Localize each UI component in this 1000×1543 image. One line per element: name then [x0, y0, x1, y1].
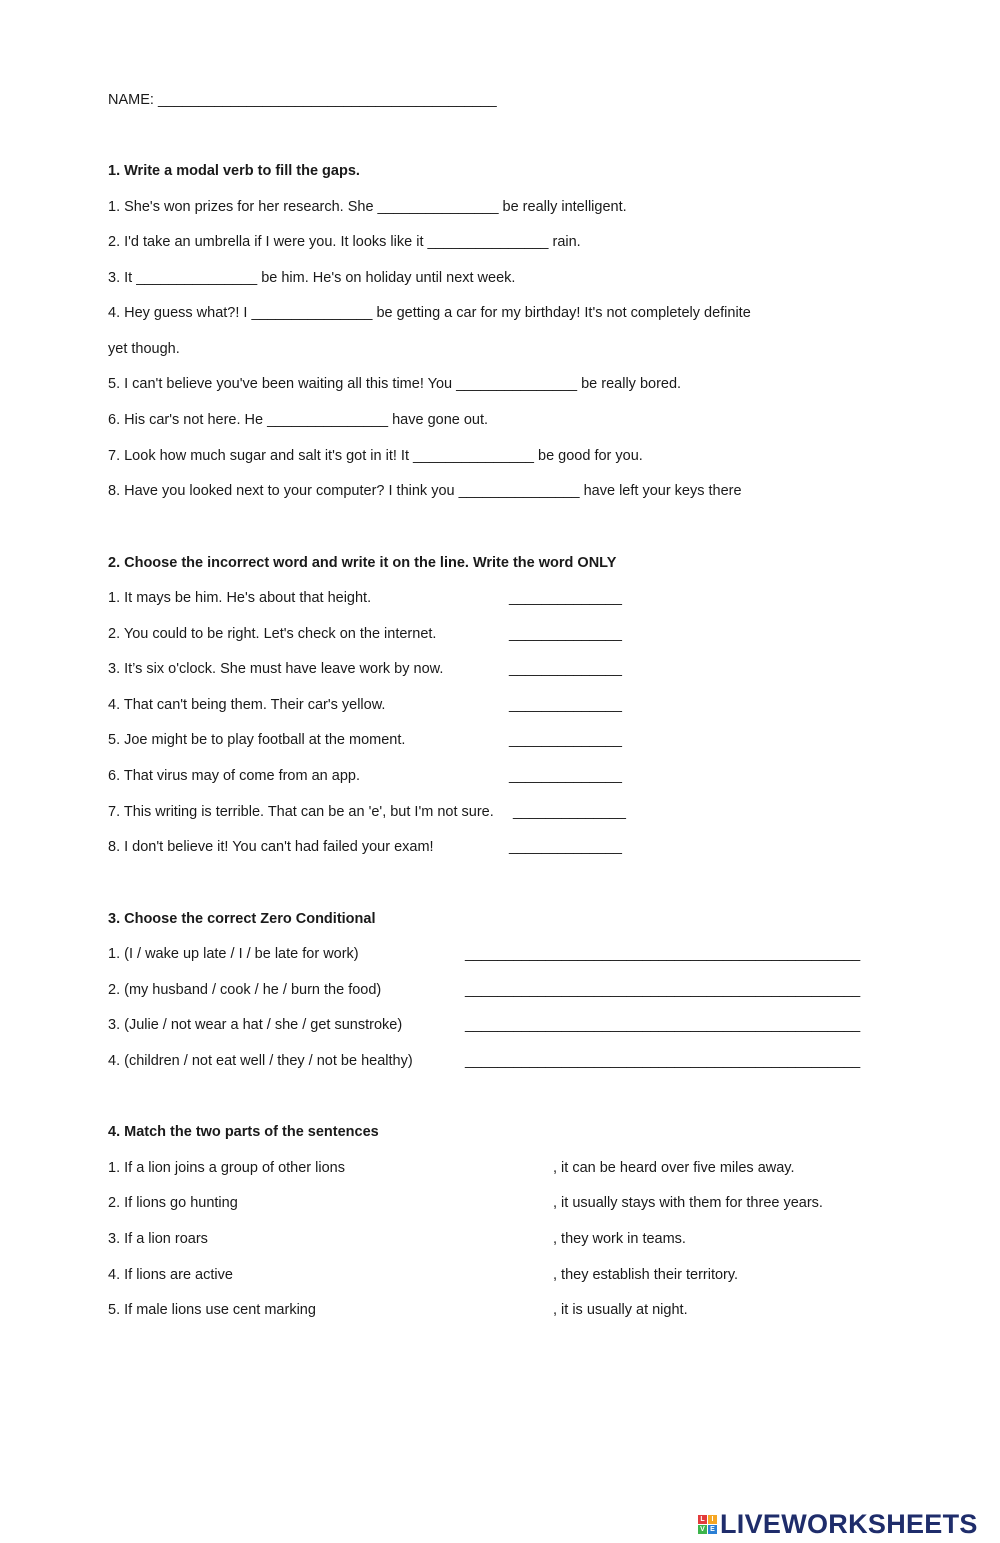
section2-sentence: 5. Joe might be to play football at the moment. — [108, 732, 406, 748]
section3-prompt: 2. (my husband / cook / he / burn the food) — [108, 982, 382, 998]
section3-answer-blank[interactable]: _________________________________________________ — [465, 982, 861, 998]
section1-title: 1. Write a modal verb to fill the gaps. — [108, 163, 360, 179]
section1-item-continued: yet though. — [108, 341, 180, 357]
logo-block: I — [708, 1515, 717, 1524]
section2-title: 2. Choose the incorrect word and write it on the line. Write the word ONLY — [108, 555, 617, 571]
section3-prompt: 3. (Julie / not wear a hat / she / get sunstroke) — [108, 1017, 403, 1033]
section2-answer-blank[interactable]: ______________ — [509, 732, 622, 748]
section2-answer-blank[interactable]: ______________ — [509, 626, 622, 642]
logo-wordmark: LIVEWORKSHEETS — [720, 1508, 978, 1539]
section2-answer-blank[interactable]: ______________ — [513, 804, 626, 820]
match-right-item[interactable]: , they work in teams. — [553, 1231, 686, 1247]
section2-sentence: 4. That can't being them. Their car's yellow. — [108, 697, 386, 713]
logo-block: E — [708, 1525, 717, 1534]
section3-answer-blank[interactable]: _________________________________________________ — [465, 946, 861, 962]
match-left-item[interactable]: 1. If a lion joins a group of other lions — [108, 1160, 345, 1176]
match-left-item[interactable]: 4. If lions are active — [108, 1267, 233, 1283]
section1-item[interactable]: 7. Look how much sugar and salt it's got in it! It _______________ be good for you. — [108, 448, 643, 464]
section1-item[interactable]: 1. She's won prizes for her research. She _______________ be really intelligent. — [108, 199, 627, 215]
section2-sentence: 8. I don't believe it! You can't had failed your exam! — [108, 839, 434, 855]
liveworksheets-logo — [698, 1508, 978, 1540]
section1-item[interactable]: 8. Have you looked next to your computer? I think you _______________ have left your keys there — [108, 483, 742, 499]
section2-answer-blank[interactable]: ______________ — [509, 697, 622, 713]
section3-answer-blank[interactable]: _________________________________________________ — [465, 1017, 861, 1033]
section2-answer-blank[interactable]: ______________ — [509, 839, 622, 855]
section1-item[interactable]: 5. I can't believe you've been waiting all this time! You _______________ be really bored. — [108, 376, 682, 392]
logo-block: L — [698, 1515, 707, 1524]
section3-title: 3. Choose the correct Zero Conditional — [108, 911, 376, 927]
section1-item[interactable]: 2. I'd take an umbrella if I were you. It looks like it _______________ rain. — [108, 234, 581, 250]
name-field[interactable]: NAME: __________________________________________ — [108, 92, 497, 108]
section2-sentence: 6. That virus may of come from an app. — [108, 768, 360, 784]
logo-blocks-icon — [698, 1515, 717, 1534]
match-right-item[interactable]: , it can be heard over five miles away. — [553, 1160, 795, 1176]
section1-item[interactable]: 4. Hey guess what?! I _______________ be getting a car for my birthday! It's not completely definite — [108, 305, 751, 321]
section3-prompt: 4. (children / not eat well / they / not be healthy) — [108, 1053, 413, 1069]
section2-answer-blank[interactable]: ______________ — [509, 661, 622, 677]
section4-title: 4. Match the two parts of the sentences — [108, 1124, 379, 1140]
match-right-item[interactable]: , it usually stays with them for three years. — [553, 1195, 823, 1211]
section3-answer-blank[interactable]: _________________________________________________ — [465, 1053, 861, 1069]
section3-prompt: 1. (I / wake up late / I / be late for work) — [108, 946, 359, 962]
match-left-item[interactable]: 2. If lions go hunting — [108, 1195, 238, 1211]
section2-sentence: 7. This writing is terrible. That can be an 'e', but I'm not sure. — [108, 804, 494, 820]
match-left-item[interactable]: 3. If a lion roars — [108, 1231, 208, 1247]
section1-item[interactable]: 3. It _______________ be him. He's on holiday until next week. — [108, 270, 516, 286]
section2-answer-blank[interactable]: ______________ — [509, 590, 622, 606]
match-right-item[interactable]: , it is usually at night. — [553, 1302, 688, 1318]
section2-sentence: 2. You could to be right. Let's check on the internet. — [108, 626, 437, 642]
logo-block: V — [698, 1525, 707, 1534]
match-left-item[interactable]: 5. If male lions use cent marking — [108, 1302, 316, 1318]
section2-sentence: 1. It mays be him. He's about that height. — [108, 590, 372, 606]
section1-item[interactable]: 6. His car's not here. He _______________ have gone out. — [108, 412, 489, 428]
section2-sentence: 3. It’s six o'clock. She must have leave work by now. — [108, 661, 444, 677]
match-right-item[interactable]: , they establish their territory. — [553, 1267, 739, 1283]
section2-answer-blank[interactable]: ______________ — [509, 768, 622, 784]
